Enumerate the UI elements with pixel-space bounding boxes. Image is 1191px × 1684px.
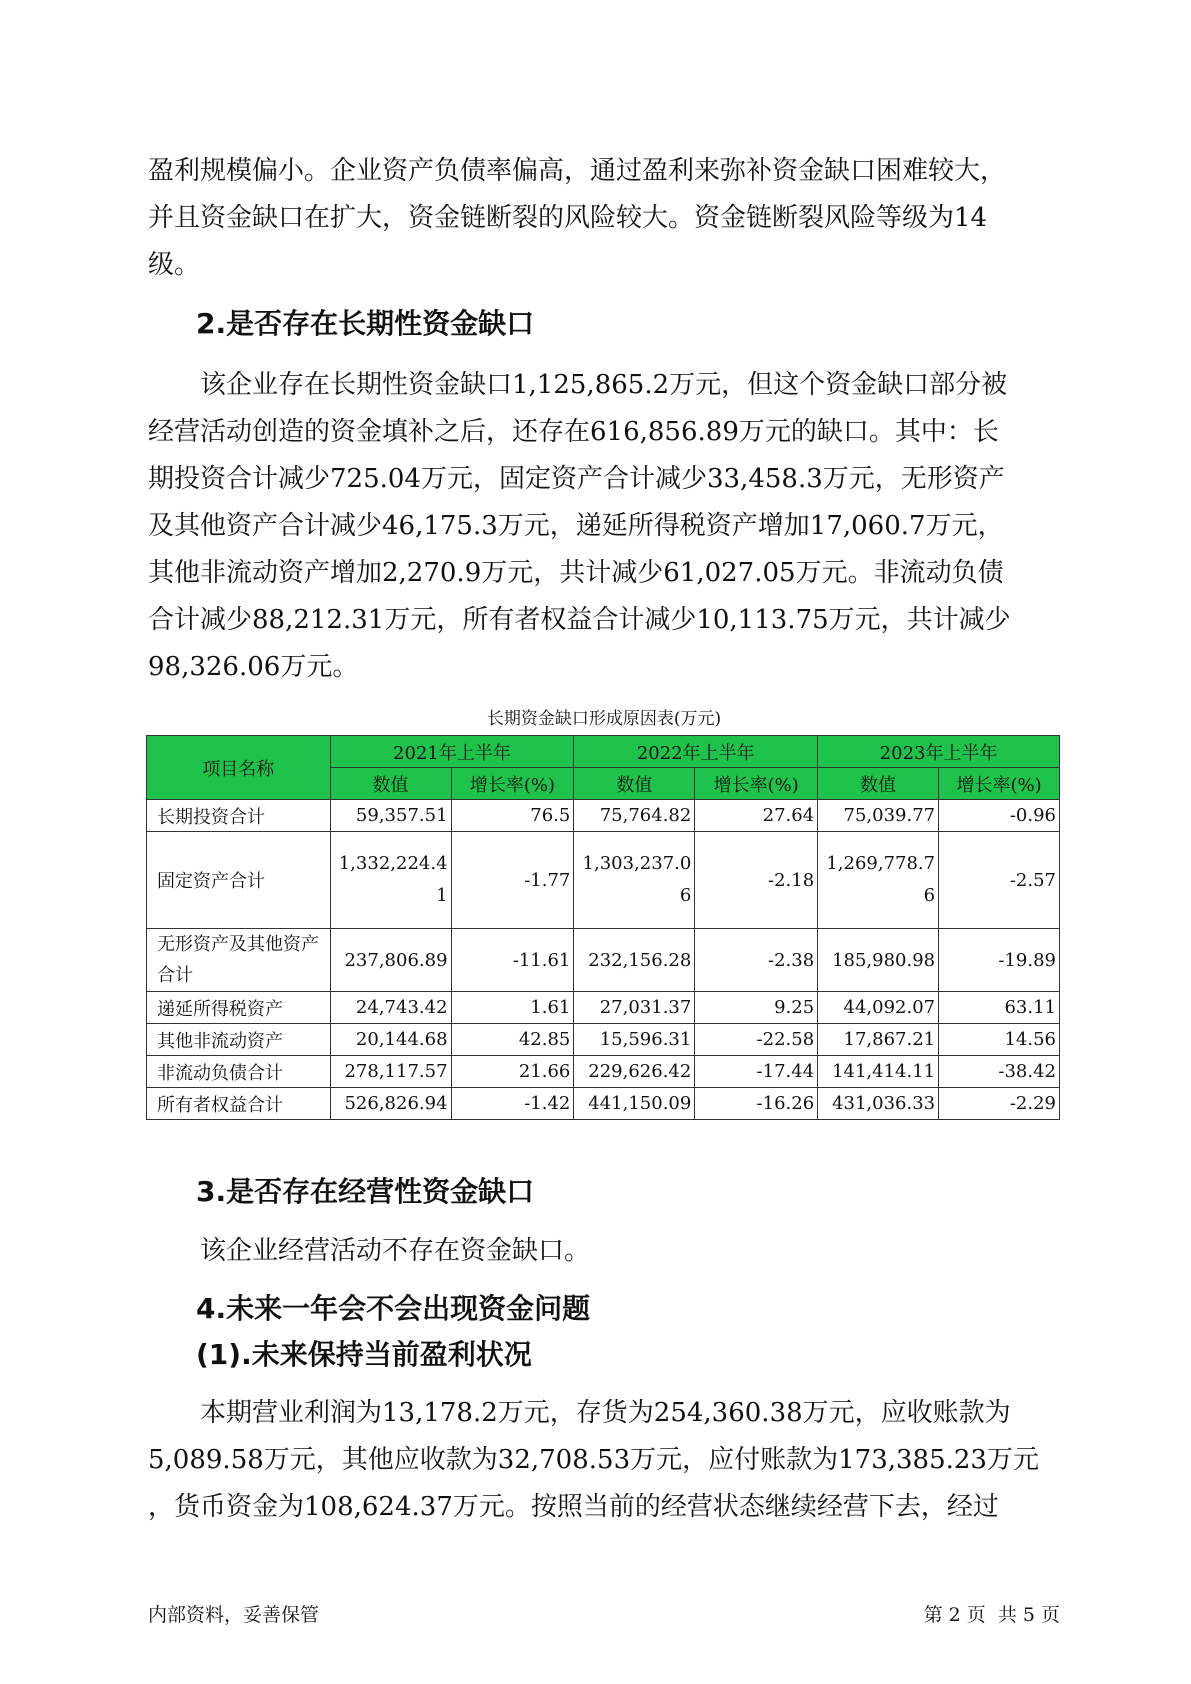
table-cell: 229,626.42 [574,1056,695,1088]
table-cell: -2.29 [939,1088,1060,1120]
row-name: 无形资产及其他资产合计 [147,929,331,992]
item-name-header: 项目名称 [147,736,331,800]
section-2-heading: 2.是否存在长期性资金缺口 [196,307,535,340]
table-row [147,929,1060,992]
table-cell: 63.11 [939,992,1060,1024]
period-header: 2023年上半年 [818,736,1060,768]
text-line: 该企业存在长期性资金缺口1,125,865.2万元，但这个资金缺口部分被 [200,370,1008,400]
text-line: 5,089.58万元，其他应收款为32,708.53万元，应付账款为173,385.23万元 [148,1445,1039,1475]
section-4-subheading: (1).未来保持当前盈利状况 [196,1338,532,1371]
text-line: 合计减少88,212.31万元，所有者权益合计减少10,113.75万元，共计减少 [148,605,1011,635]
row-name: 长期投资合计 [147,800,331,832]
text-line: 本期营业利润为13,178.2万元，存货为254,360.38万元，应收账款为 [200,1398,1011,1428]
value-header: 数值 [574,768,695,800]
table-cell: 24,743.42 [330,992,451,1024]
intro-paragraph [148,148,1060,289]
table-cell: 42.85 [451,1024,574,1056]
table-cell: 27,031.37 [574,992,695,1024]
table-cell: 232,156.28 [574,929,695,992]
table-cell: -2.38 [695,929,818,992]
period-header: 2022年上半年 [574,736,818,768]
table-cell: -1.42 [451,1088,574,1120]
table-cell: 237,806.89 [330,929,451,992]
table-cell: 17,867.21 [818,1024,939,1056]
table-cell: 59,357.51 [330,800,451,832]
table-cell: 141,414.11 [818,1056,939,1088]
table-cell: -17.44 [695,1056,818,1088]
row-name: 其他非流动资产 [147,1024,331,1056]
text-line: 盈利规模偏小。企业资产负债率偏高，通过盈利来弥补资金缺口困难较大， [148,156,1007,186]
table-cell: 1,303,237.06 [574,832,695,929]
table-row [147,1088,1060,1120]
text-line: 并且资金缺口在扩大，资金链断裂的风险较大。资金链断裂风险等级为14 [148,203,988,233]
table-cell: -19.89 [939,929,1060,992]
table-cell: 431,036.33 [818,1088,939,1120]
row-name: 递延所得税资产 [147,992,331,1024]
table-row [147,1024,1060,1056]
text-line: ，货币资金为108,624.37万元。按照当前的经营状态继续经营下去，经过 [148,1492,999,1522]
section-3-heading: 3.是否存在经营性资金缺口 [196,1175,535,1208]
table-row [147,992,1060,1024]
table-cell: 1,269,778.76 [818,832,939,929]
table-row [147,1056,1060,1088]
table-cell: 9.25 [695,992,818,1024]
row-name: 所有者权益合计 [147,1088,331,1120]
table-cell: 20,144.68 [330,1024,451,1056]
rate-header: 增长率(%) [939,768,1060,800]
table-cell: 21.66 [451,1056,574,1088]
table-cell: -22.58 [695,1024,818,1056]
text-line: 其他非流动资产增加2,270.9万元，共计减少61,027.05万元。非流动负债 [148,558,1004,588]
table-cell: 75,039.77 [818,800,939,832]
table-cell: -2.18 [695,832,818,929]
footer-note: 内部资料，妥善保管 [148,1604,320,1626]
table-caption: 长期资金缺口形成原因表(万元) [486,709,722,729]
table-cell: 1,332,224.41 [330,832,451,929]
table-cell: 185,980.98 [818,929,939,992]
rate-header: 增长率(%) [451,768,574,800]
page-number: 第 2 页 共 5 页 [923,1604,1060,1626]
table-cell: 526,826.94 [330,1088,451,1120]
table-cell: 441,150.09 [574,1088,695,1120]
table-cell: 278,117.57 [330,1056,451,1088]
value-header: 数值 [818,768,939,800]
text-line: 该企业经营活动不存在资金缺口。 [200,1236,591,1266]
row-name: 固定资产合计 [147,832,331,929]
table-cell: 15,596.31 [574,1024,695,1056]
rate-header: 增长率(%) [695,768,818,800]
table-cell: -38.42 [939,1056,1060,1088]
section-4-heading: 4.未来一年会不会出现资金问题 [196,1292,591,1325]
table-row [147,832,1060,929]
section-2-paragraph [148,362,1060,691]
text-line: 98,326.06万元。 [148,652,359,682]
text-line: 期投资合计减少725.04万元，固定资产合计减少33,458.3万元，无形资产 [148,464,1005,494]
section-3-paragraph [148,1228,1060,1275]
table-cell: 75,764.82 [574,800,695,832]
table-cell: -2.57 [939,832,1060,929]
table-cell: -1.77 [451,832,574,929]
table-cell: 14.56 [939,1024,1060,1056]
table-row [147,800,1060,832]
text-line: 经营活动创造的资金填补之后，还存在616,856.89万元的缺口。其中：长 [148,417,999,447]
table-cell: -11.61 [451,929,574,992]
table-cell: -0.96 [939,800,1060,832]
table-cell: -16.26 [695,1088,818,1120]
section-4-paragraph [148,1390,1060,1531]
gap-cause-table [146,735,1060,1120]
text-line: 及其他资产合计减少46,175.3万元，递延所得税资产增加17,060.7万元， [148,511,1004,541]
text-line: 级。 [148,250,201,280]
table-cell: 76.5 [451,800,574,832]
row-name: 非流动负债合计 [147,1056,331,1088]
table-cell: 27.64 [695,800,818,832]
period-header: 2021年上半年 [330,736,574,768]
table-cell: 44,092.07 [818,992,939,1024]
table-cell: 1.61 [451,992,574,1024]
value-header: 数值 [330,768,451,800]
